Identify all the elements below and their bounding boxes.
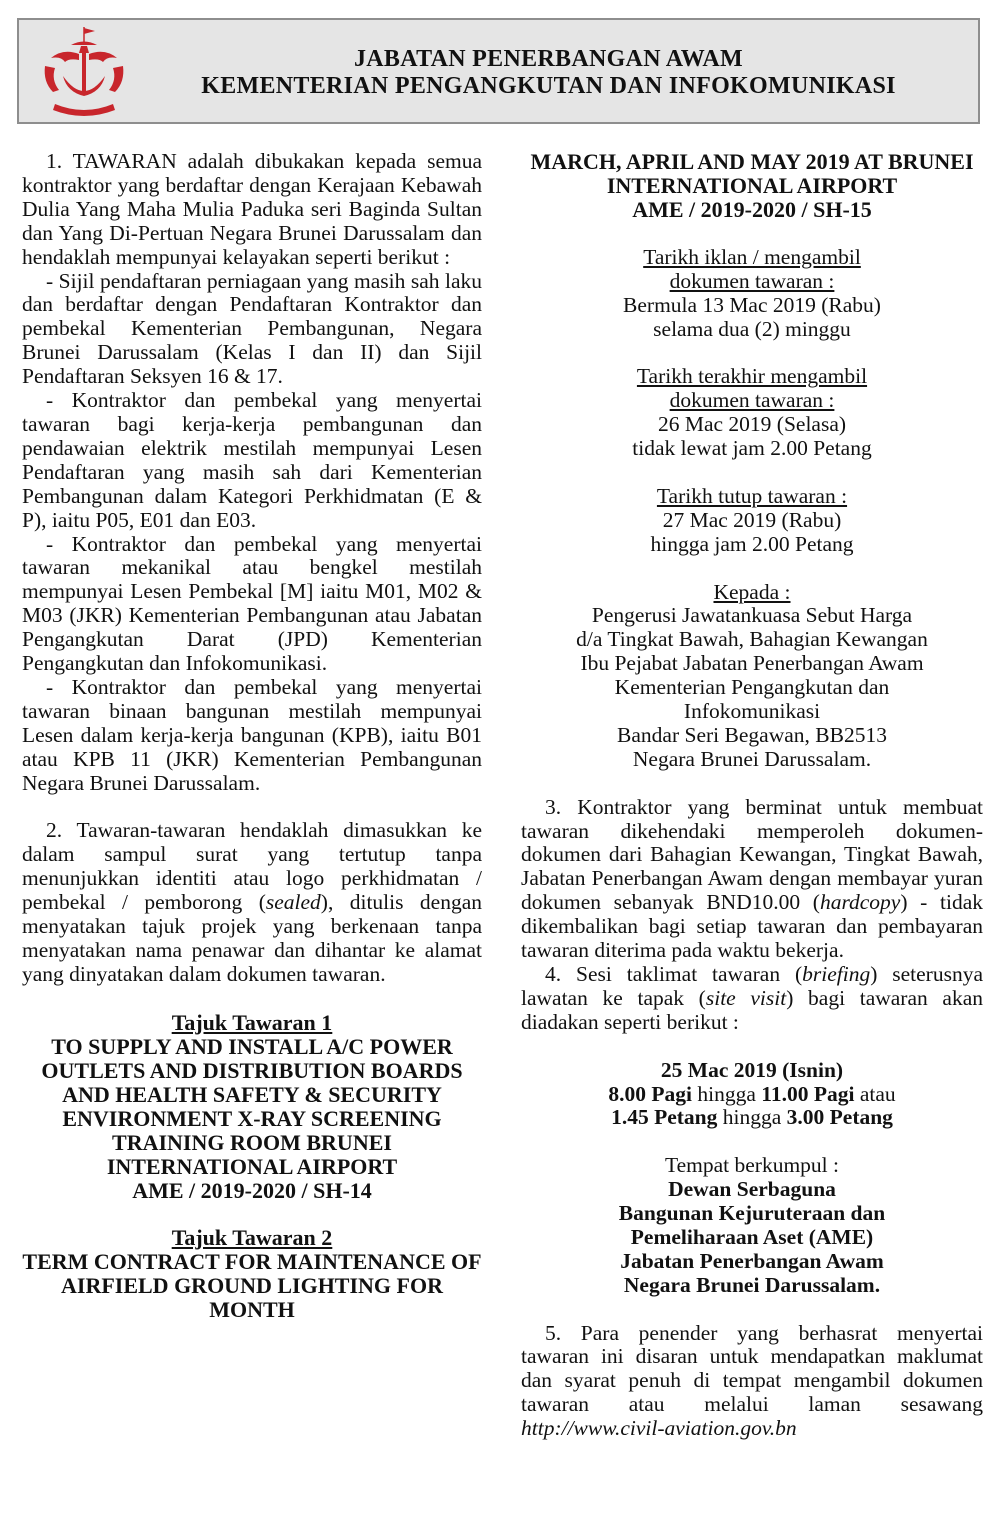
ad-date-duration: selama dua (2) minggu [653, 316, 851, 341]
ad-date-value: Bermula 13 Mac 2019 (Rabu) [623, 292, 881, 317]
clause-4: 4. Sesi taklimat tawaran (briefing) seterusnya lawatan ke tapak (site visit) bagi tawaran akan diadakan seperti berikut : [521, 962, 983, 1034]
requirement-1: - Sijil pendaftaran perniagaan yang masih sah laku dan berdaftar dengan Pendaftaran Kontraktor dan pembekal Kementerian Pembangunan, Negara Brunei Darussalam (Kelas I dan II) dan Sijil Pendaftaran Seksyen 16 & 17. [22, 268, 482, 389]
tender-2-title: TERM CONTRACT FOR MAINTENANCE OF AIRFIELD GROUND LIGHTING FOR MONTH [22, 1249, 482, 1323]
address-line: d/a Tingkat Bawah, Bahagian Kewangan [576, 627, 928, 652]
last-collect-label-2: dokumen tawaran : [669, 388, 835, 413]
tender-2-title-cont: MARCH, APRIL AND MAY 2019 AT BRUNEI INTERNATIONAL AIRPORT [530, 149, 974, 198]
recipient-label: Kepada : [713, 579, 791, 604]
website-link[interactable]: http://www.civil-aviation.gov.bn [521, 1416, 797, 1441]
requirement-3: - Kontraktor dan pembekal yang menyertai tawaran mekanikal atau bengkel mestilah mempunyai Lesen Pembekal [M] iaitu M01, M02 & M03 (JKR) Kementerian Pembangunan atau Jabatan Pengangkutan Darat (JPD) Kementerian Pengangkutan dan Infokomunikasi. [22, 531, 482, 676]
requirement-2: - Kontraktor dan pembekal yang menyertai tawaran bagi kerja-kerja pembangunan dan pendawaian elektrik mestilah mempunyai Lesen Pendaftaran yang masih sah dari Kementerian Pembangunan dalam Kategori Perkhidmatan (E & P), iaitu P05, E01 dan E03. [22, 388, 482, 532]
tender-1-ref: AME / 2019-2020 / SH-14 [132, 1177, 372, 1203]
venue-line: Bangunan Kejuruteraan dan [618, 1201, 886, 1226]
closing-label: Tarikh tutup tawaran : [656, 483, 848, 508]
requirement-4: - Kontraktor dan pembekal yang menyertai tawaran binaan bangunan mestilah mempunyai Lesen dalam kerja-kerja bangunan (KPB), iaitu B01 atau KPB 11 (JKR) Kementerian Pembangunan Negara Brunei Darussalam. [22, 674, 482, 795]
clause-2: 2. Tawaran-tawaran hendaklah dimasukkan ke dalam sampul surat yang tertutup tanpa menunjukkan identiti atau logo perkhidmatan / pembekal / pemborong (sealed), ditulis dengan menyatakan tajuk projek yang berkenaan tanpa menyatakan nama penawar dan dihantar ke alamat yang dinyatakan dalam dokumen tawaran. [22, 818, 482, 986]
closing-date: 27 Mac 2019 (Rabu) [662, 507, 842, 532]
last-collect-label: Tarikh terakhir mengambil [636, 364, 868, 389]
venue-line: Negara Brunei Darussalam. [623, 1272, 881, 1297]
right-column [521, 150, 983, 1441]
address-line: Negara Brunei Darussalam. [632, 746, 872, 771]
venue-line: Jabatan Penerbangan Awam [620, 1248, 884, 1273]
clause-1: 1. TAWARAN adalah dibukakan kepada semua kontraktor yang berdaftar dengan Kerajaan Kebawah Dulia Yang Maha Mulia Paduka seri Baginda Sultan dan Yang Di-Pertuan Negara Brunei Darussalam dan hendaklah mempunyai kelayakan seperti berikut : [22, 149, 482, 269]
header-banner [17, 18, 980, 124]
venue-line: Pemeliharaan Aset (AME) [630, 1224, 874, 1249]
briefing-session-1: 8.00 Pagi hingga 11.00 Pagi atau [608, 1081, 896, 1106]
tender-1-label: Tajuk Tawaran 1 [171, 1009, 333, 1035]
address-line: Kementerian Pengangkutan dan [614, 675, 890, 700]
venue-line: Dewan Serbaguna [668, 1177, 836, 1202]
briefing-session-2: 1.45 Petang hingga 3.00 Petang [611, 1105, 893, 1130]
left-column [22, 150, 482, 1322]
tender-1-title: TO SUPPLY AND INSTALL A/C POWER OUTLETS AND DISTRIBUTION BOARDS AND HEALTH SAFETY & SECURITY ENVIRONMENT X-RAY SCREENING TRAINING ROOM BRUNEI INTERNATIONAL AIRPORT [41, 1033, 463, 1179]
ministry-name: KEMENTERIAN PENGANGKUTAN DAN INFOKOMUNIKASI [201, 73, 896, 99]
address-line: Pengerusi Jawatankuasa Sebut Harga [591, 603, 913, 628]
clause-5: 5. Para penender yang berhasrat menyertai tawaran ini disaran untuk mendapatkan maklumat dan syarat penuh di tempat mengambil dokumen tawaran atau melalui laman sesawang [521, 1320, 983, 1417]
department-name: JABATAN PENERBANGAN AWAM [354, 46, 743, 72]
clause-3: 3. Kontraktor yang berminat untuk membuat tawaran dikehendaki memperoleh dokumen-dokumen dari Bahagian Kewangan, Tingkat Bawah, Jabatan Penerbangan Awam dengan membayar yuran dokumen sebanyak BND10.00 (hardcopy) - tidak dikembalikan bagi setiap tawaran dan pembayaran tawaran diterima pada waktu bekerja. [521, 794, 983, 963]
address-line: Infokomunikasi [683, 699, 821, 724]
address-line: Bandar Seri Begawan, BB2513 [617, 722, 887, 747]
briefing-date: 25 Mac 2019 (Isnin) [660, 1057, 844, 1082]
tender-2-ref: AME / 2019-2020 / SH-15 [632, 197, 872, 222]
venue-label: Tempat berkumpul : [664, 1153, 840, 1178]
tender-2-label: Tajuk Tawaran 2 [171, 1225, 333, 1251]
last-collect-date: 26 Mac 2019 (Selasa) [657, 412, 847, 437]
ad-date-label-2: dokumen tawaran : [669, 268, 835, 293]
ad-date-label: Tarikh iklan / mengambil [643, 244, 861, 269]
address-line: Ibu Pejabat Jabatan Penerbangan Awam [580, 651, 924, 676]
last-collect-time: tidak lewat jam 2.00 Petang [632, 436, 872, 461]
brunei-crest-emblem [41, 24, 127, 120]
closing-time: hingga jam 2.00 Petang [650, 531, 854, 556]
